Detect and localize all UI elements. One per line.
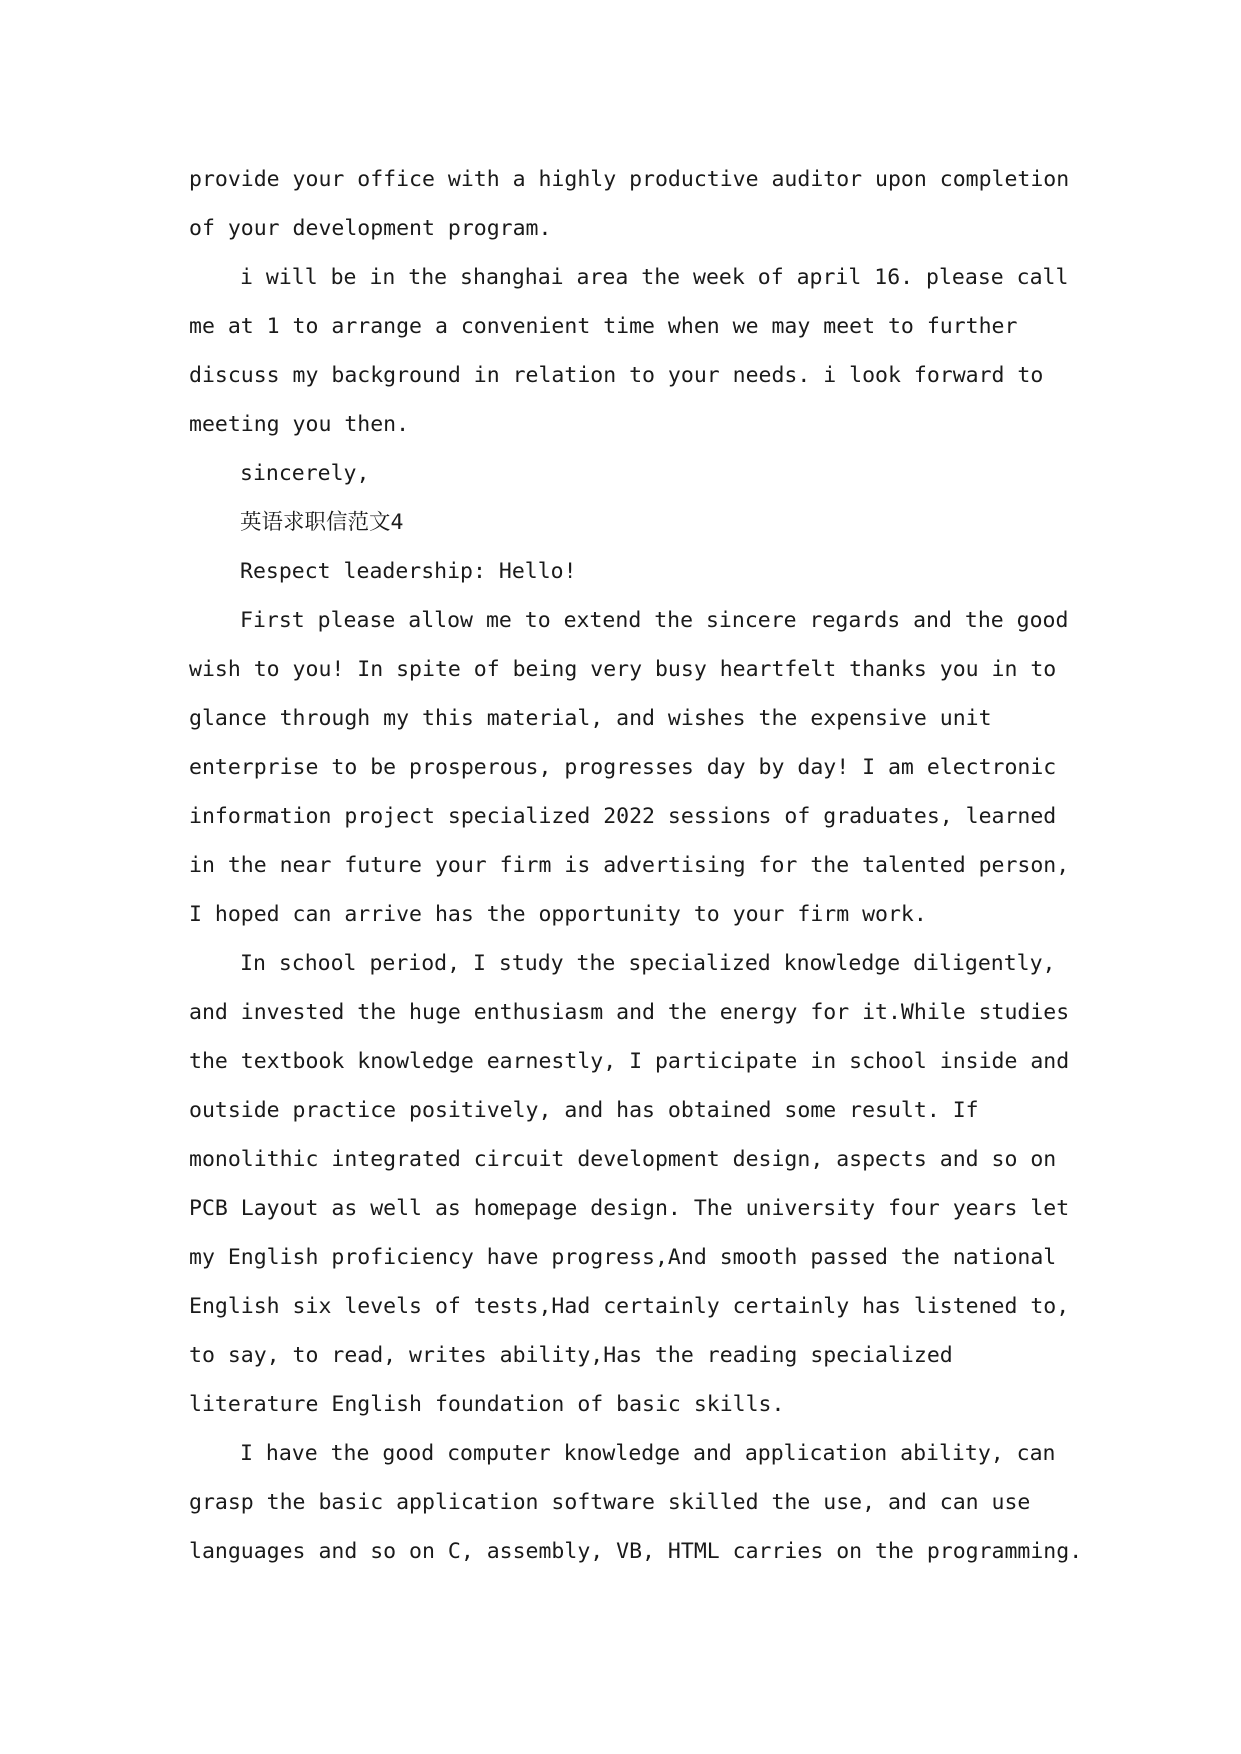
text-line: First please allow me to extend the sincere regards and the good: [240, 608, 1069, 633]
text-line: monolithic integrated circuit development design, aspects and so on: [189, 1147, 1057, 1172]
text-line: English six levels of tests,Had certainly certainly has listened to,: [189, 1294, 1070, 1319]
text-line: of your development program.: [189, 216, 552, 241]
text-line: PCB Layout as well as homepage design. The university four years let: [189, 1196, 1070, 1221]
text-line: wish to you! In spite of being very busy heartfelt thanks you in to: [189, 657, 1057, 682]
text-line: my English proficiency have progress,And smooth passed the national: [189, 1245, 1057, 1270]
text-line: the textbook knowledge earnestly, I participate in school inside and: [189, 1049, 1070, 1074]
text-line: glance through my this material, and wishes the expensive unit: [189, 706, 992, 731]
text-line: and invested the huge enthusiasm and the energy for it.While studies: [189, 1000, 1070, 1025]
text-line: languages and so on C, assembly, VB, HTML carries on the programming.: [189, 1539, 1083, 1564]
text-line: discuss my background in relation to your needs. i look forward to: [189, 363, 1044, 388]
text-line: I hoped can arrive has the opportunity to your firm work.: [189, 902, 927, 927]
text-line: enterprise to be prosperous, progresses day by day! I am electronic: [189, 755, 1057, 780]
text-line: grasp the basic application software skilled the use, and can use: [189, 1490, 1031, 1515]
letter-body-text: [189, 155, 1083, 1576]
text-line: i will be in the shanghai area the week of april 16. please call: [240, 265, 1069, 290]
text-line: in the near future your firm is advertising for the talented person,: [189, 853, 1070, 878]
text-line: information project specialized 2022 sessions of graduates, learned: [189, 804, 1057, 829]
text-line: 英语求职信范文4: [240, 510, 404, 535]
text-line: sincerely,: [240, 461, 370, 486]
text-line: to say, to read, writes ability,Has the reading specialized: [189, 1343, 953, 1368]
text-line: Respect leadership: Hello!: [240, 559, 577, 584]
text-line: In school period, I study the specialized knowledge diligently,: [240, 951, 1056, 976]
text-line: I have the good computer knowledge and application ability, can: [240, 1441, 1056, 1466]
text-line: outside practice positively, and has obtained some result. If: [189, 1098, 979, 1123]
text-line: provide your office with a highly productive auditor upon completion: [189, 167, 1070, 192]
text-line: meeting you then.: [189, 412, 410, 437]
text-line: literature English foundation of basic skills.: [189, 1392, 785, 1417]
text-line: me at 1 to arrange a convenient time when we may meet to further: [189, 314, 1018, 339]
